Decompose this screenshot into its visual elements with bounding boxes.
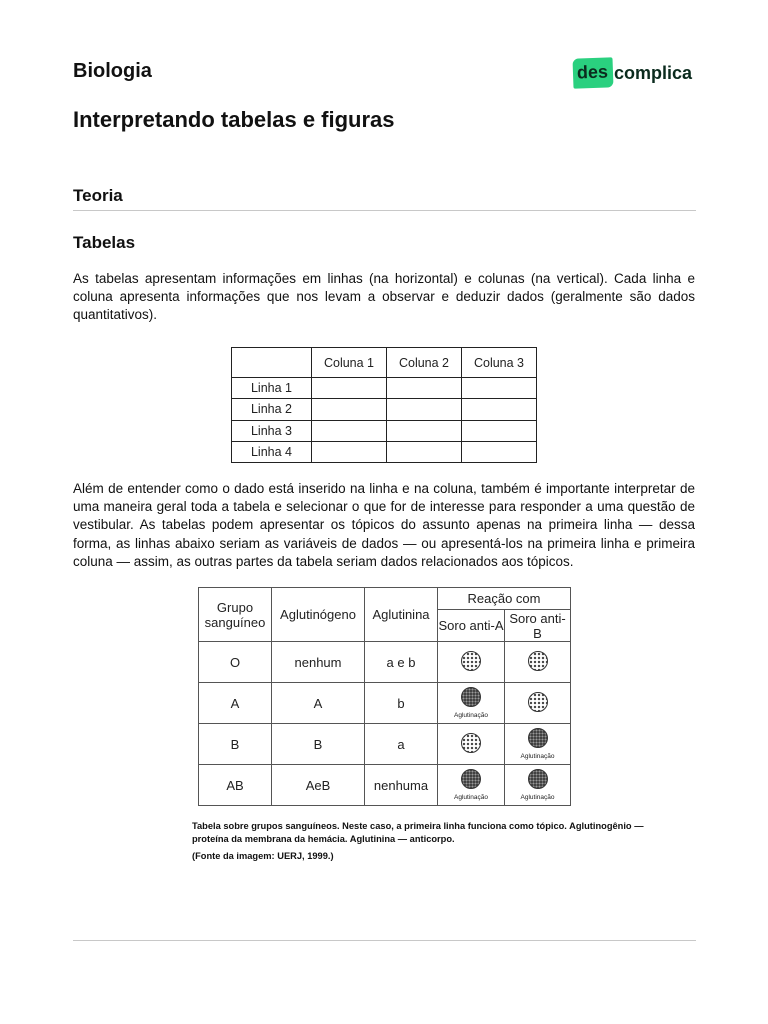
cell-antiB (505, 765, 571, 806)
row-label: Linha 4 (232, 441, 312, 462)
table-header-cell: Coluna 3 (462, 348, 537, 378)
blood-group-table (198, 587, 571, 806)
cell-aglutinogeno: nenhum (272, 642, 365, 683)
cell-antiA (438, 765, 505, 806)
table-row (199, 765, 571, 806)
cell-aglutinina: a (365, 724, 438, 765)
agglutinated-sample-icon (461, 687, 481, 707)
table-header-cell: Coluna 2 (387, 348, 462, 378)
agglutinated-sample-icon (528, 769, 548, 789)
non-agglutinated-sample-icon (528, 651, 548, 671)
descomplica-logo (573, 57, 692, 89)
header-soro-b: Soro anti-B (505, 610, 571, 642)
paragraph-2: Além de entender como o dado está inserido na linha e na coluna, também é importante interpretar de uma maneira geral toda a tabela e selecionar o que for de interesse para responder a uma questão de vestibular. As tabelas podem apresentar os tópicos do assunto apenas na primeira linha — dessa forma, as linhas abaixo seriam as variáveis de dados — ou apresentá-los na primeira linha e primeira coluna — assim, as outras partes da tabela seriam dados relacionados aos tópicos. (73, 481, 695, 569)
subsection-heading: Tabelas (73, 233, 136, 252)
cell-antiB (505, 642, 571, 683)
non-agglutinated-sample-icon (528, 692, 548, 712)
logo-text: complica (614, 62, 693, 83)
agglutination-label: Aglutinação (454, 712, 488, 719)
paragraph-1: As tabelas apresentam informações em linhas (na horizontal) e colunas (na vertical). Cada linha e coluna apresenta informações que nos levam a observar e deduzir dados (geralmente são dados quantitativos). (73, 271, 695, 323)
cell-aglutinina: b (365, 683, 438, 724)
cell-grupo: O (199, 642, 272, 683)
row-label: Linha 3 (232, 420, 312, 441)
header-aglutinogeno: Aglutinógeno (272, 588, 365, 642)
agglutination-label: Aglutinação (454, 794, 488, 801)
agglutination-label: Aglutinação (520, 753, 555, 760)
table-row (199, 683, 571, 724)
section-divider (73, 210, 696, 211)
section-heading: Teoria (73, 186, 123, 205)
table-row (232, 441, 537, 462)
cell-aglutinogeno: AeB (272, 765, 365, 806)
table-row (232, 420, 537, 441)
header-reacao: Reação com (438, 588, 571, 610)
table-row (232, 399, 537, 420)
agglutinated-sample-icon (461, 769, 481, 789)
header-soro-a: Soro anti-A (438, 610, 505, 642)
subject-title: Biologia (73, 60, 152, 82)
cell-antiA (438, 724, 505, 765)
agglutinated-sample-icon (528, 728, 548, 748)
cell-antiA (438, 683, 505, 724)
cell-grupo: A (199, 683, 272, 724)
non-agglutinated-sample-icon (461, 733, 481, 753)
cell-aglutinina: nenhuma (365, 765, 438, 806)
non-agglutinated-sample-icon (461, 651, 481, 671)
cell-aglutinogeno: B (272, 724, 365, 765)
table-caption: Tabela sobre grupos sanguíneos. Neste caso, a primeira linha funciona como tópico. Aglutinogênio — proteína da membrana da hemácia. Aglutinina — anticorpo. (192, 821, 644, 844)
header-aglutinina: Aglutinina (365, 588, 438, 642)
table-header-cell (232, 348, 312, 378)
cell-grupo: AB (199, 765, 272, 806)
table-source: (Fonte da imagem: UERJ, 1999.) (192, 851, 334, 861)
table-row (232, 378, 537, 399)
cell-aglutinina: a e b (365, 642, 438, 683)
table-header-cell: Coluna 1 (312, 348, 387, 378)
header-grupo: Grupo sanguíneo (199, 588, 272, 642)
cell-aglutinogeno: A (272, 683, 365, 724)
footer-divider (73, 940, 696, 941)
cell-antiA (438, 642, 505, 683)
row-label: Linha 2 (232, 399, 312, 420)
agglutination-label: Aglutinação (520, 794, 555, 801)
table-row (199, 724, 571, 765)
table-row (199, 642, 571, 683)
cell-antiB (505, 724, 571, 765)
row-label: Linha 1 (232, 378, 312, 399)
cell-antiB (505, 683, 571, 724)
cell-grupo: B (199, 724, 272, 765)
logo-badge: des (572, 57, 613, 88)
example-table (231, 347, 537, 463)
page-title: Interpretando tabelas e figuras (73, 107, 395, 132)
